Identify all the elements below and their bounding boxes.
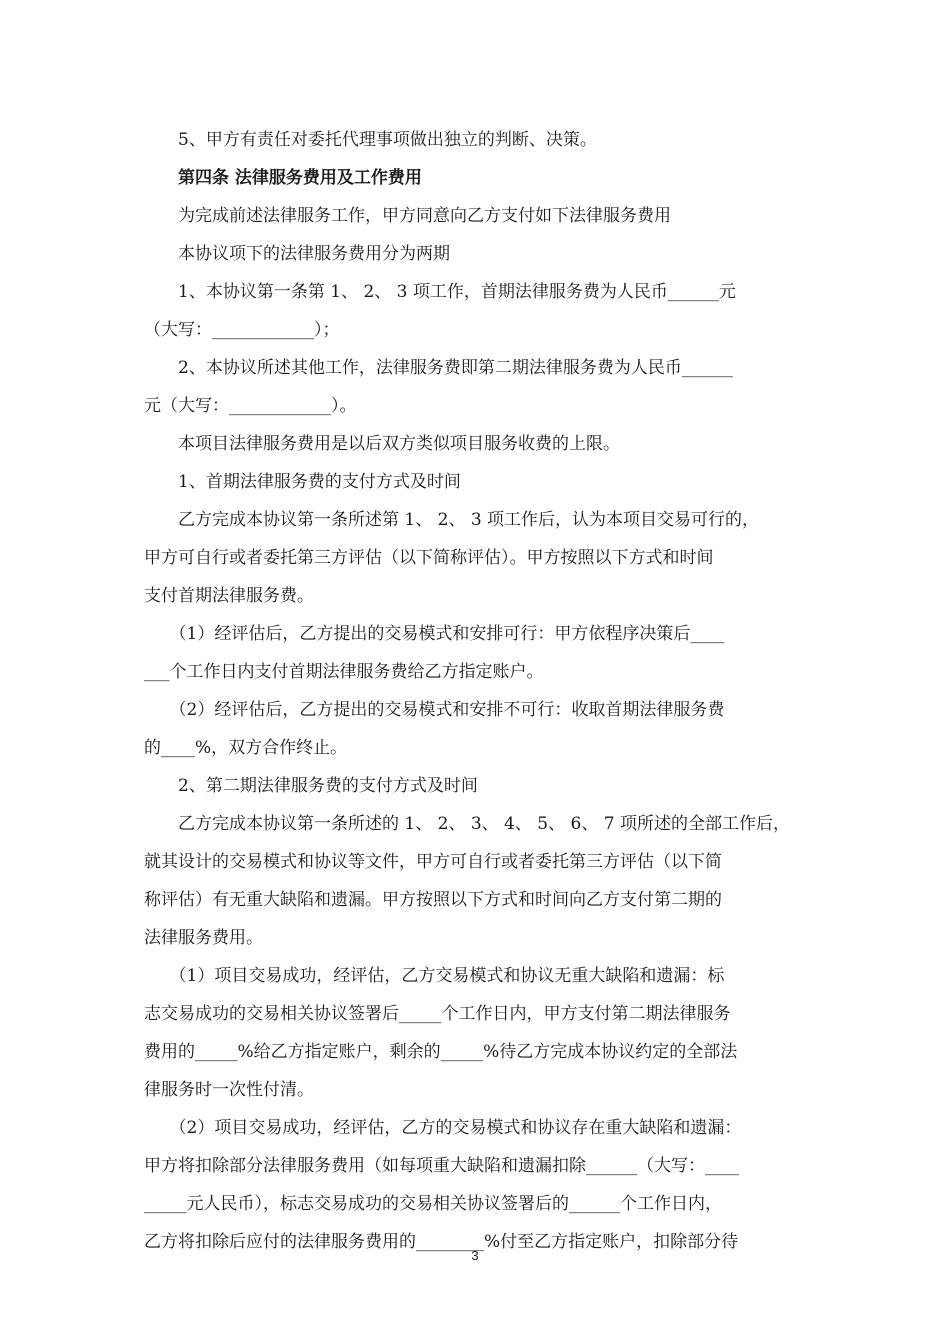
section-heading: 第四条 法律服务费用及工作费用 [144, 168, 422, 188]
paragraph-line: 律服务时一次性付清。 [144, 1080, 314, 1100]
paragraph-line: （2）项目交易成功，经评估，乙方的交易模式和协议存在重大缺陷和遗漏： [144, 1118, 742, 1138]
paragraph-line: ___个工作日内支付首期法律服务费给乙方指定账户。 [144, 662, 544, 682]
paragraph-line: 乙方完成本协议第一条所述第 1、 2、 3 项工作后，认为本项目交易可行的， [144, 510, 760, 530]
paragraph-line: 2、本协议所述其他工作，法律服务费即第二期法律服务费为人民币______ [144, 358, 733, 378]
paragraph-line: 称评估）有无重大缺陷和遗漏。甲方按照以下方式和时间向乙方支付第二期的 [144, 890, 722, 910]
paragraph-line: （2）经评估后，乙方提出的交易模式和安排不可行：收取首期法律服务费 [144, 700, 725, 720]
paragraph-line: 5、甲方有责任对委托代理事项做出独立的判断、决策。 [144, 130, 597, 150]
paragraph-line: 1、本协议第一条第 1、 2、 3 项工作，首期法律服务费为人民币______元 [144, 282, 736, 302]
paragraph-line: _____元人民币），标志交易成功的交易相关协议签署后的______个工作日内， [144, 1194, 722, 1214]
paragraph-line: 费用的_____%给乙方指定账户，剩余的_____%待乙方完成本协议约定的全部法 [144, 1042, 738, 1062]
paragraph-line: 本项目法律服务费用是以后双方类似项目服务收费的上限。 [144, 434, 620, 454]
paragraph-line: 为完成前述法律服务工作，甲方同意向乙方支付如下法律服务费用 [144, 206, 671, 226]
paragraph-line: 甲方将扣除部分法律服务费用（如每项重大缺陷和遗漏扣除______（大写：____ [144, 1156, 739, 1176]
page-number: 3 [471, 1248, 479, 1263]
paragraph-line: 乙方将扣除后应付的法律服务费用的________%付至乙方指定账户，扣除部分待 [144, 1232, 739, 1252]
paragraph-line: 就其设计的交易模式和协议等文件，甲方可自行或者委托第三方评估（以下简 [144, 852, 722, 872]
paragraph-line: （1）经评估后，乙方提出的交易模式和安排可行：甲方依程序决策后____ [144, 624, 725, 644]
paragraph-line: （大写：____________）； [144, 320, 340, 340]
paragraph-line: 1、首期法律服务费的支付方式及时间 [144, 472, 461, 492]
paragraph-line: 2、第二期法律服务费的支付方式及时间 [144, 776, 478, 796]
paragraph-line: 的____%，双方合作终止。 [144, 738, 348, 758]
paragraph-line: 乙方完成本协议第一条所述的 1、 2、 3、 4、 5、 6、 7 项所述的全部工作后， [144, 814, 790, 834]
paragraph-line: 本协议项下的法律服务费用分为两期 [144, 244, 450, 264]
paragraph-line: 法律服务费用。 [144, 928, 263, 948]
paragraph-line: 支付首期法律服务费。 [144, 586, 314, 606]
paragraph-line: 元（大写：____________）。 [144, 396, 357, 416]
paragraph-line: （1）项目交易成功，经评估，乙方交易模式和协议无重大缺陷和遗漏：标 [144, 966, 725, 986]
paragraph-line: 志交易成功的交易相关协议签署后_____个工作日内，甲方支付第二期法律服务 [144, 1004, 731, 1024]
paragraph-line: 甲方可自行或者委托第三方评估（以下简称评估）。甲方按照以下方式和时间 [144, 548, 714, 568]
